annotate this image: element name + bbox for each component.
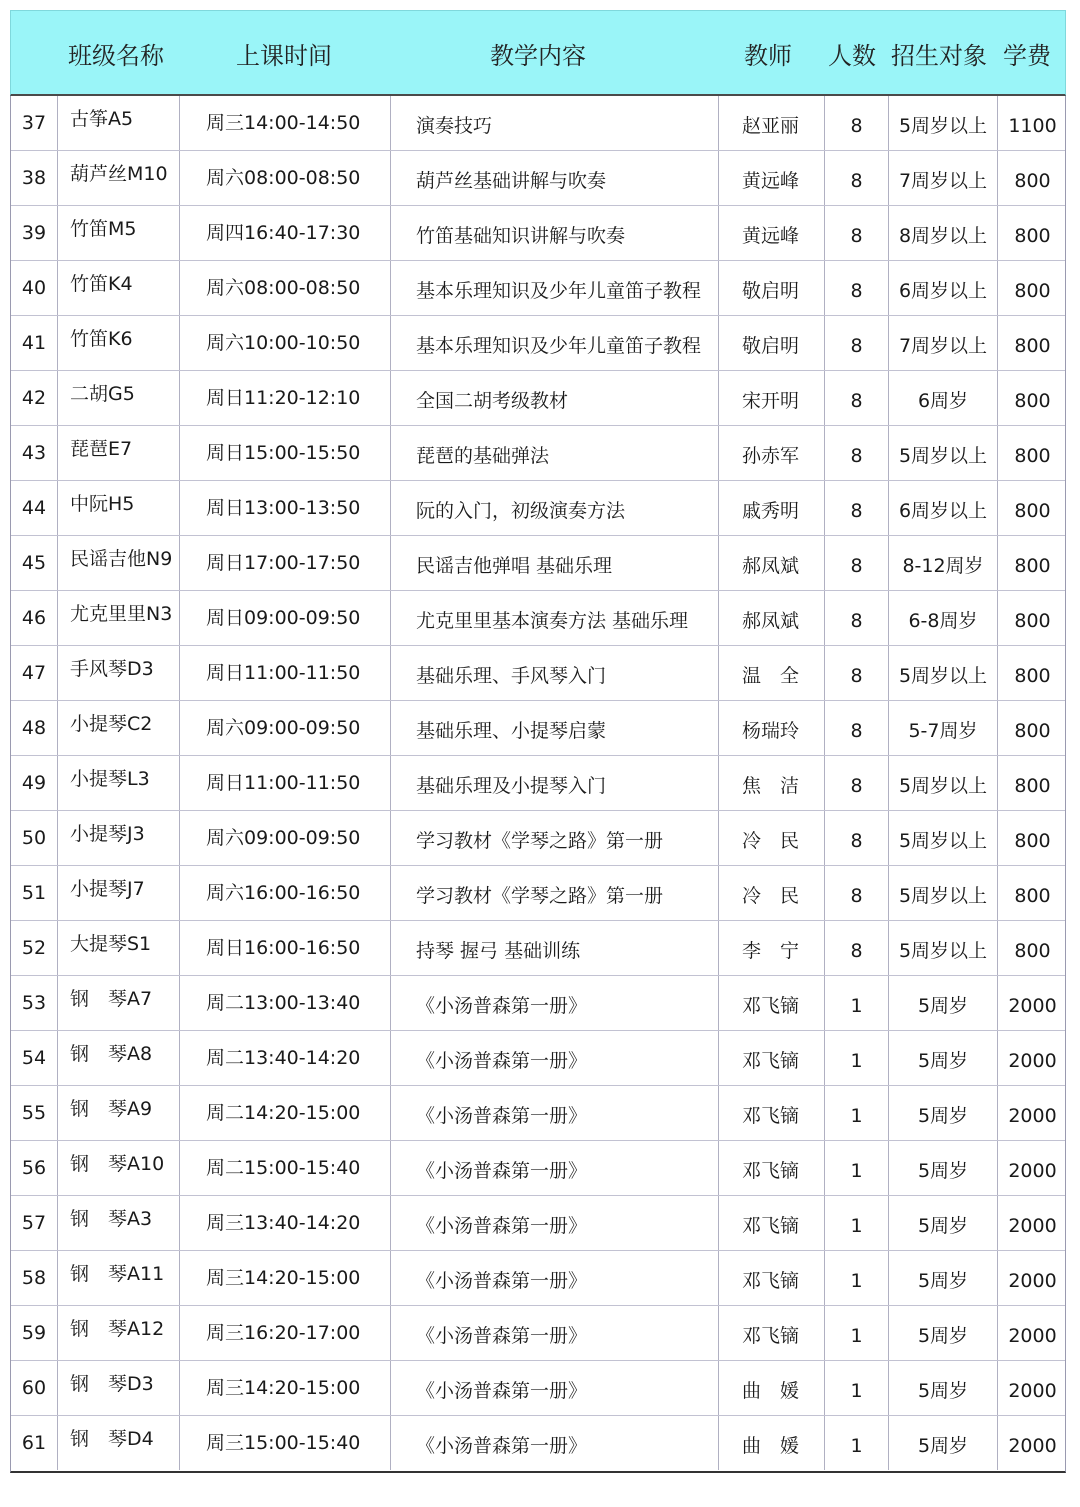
row-number-cell: 44 <box>21 497 47 519</box>
table-row <box>11 316 1065 371</box>
class-time-cell: 周日16:00-16:50 <box>179 921 390 975</box>
student-count-cell: 1 <box>824 1196 888 1250</box>
class-name-cell: 竹笛K4 <box>57 261 179 315</box>
class-name-cell: 尤克里里N3 <box>57 591 179 645</box>
student-count-cell: 8 <box>824 261 888 315</box>
enrollment-target-cell: 5周岁 <box>888 1196 997 1250</box>
student-count-cell: 8 <box>824 701 888 755</box>
student-count-cell: 8 <box>824 151 888 205</box>
class-time-cell: 周三16:20-17:00 <box>179 1306 390 1360</box>
enrollment-target-cell: 5周岁以上 <box>888 921 997 975</box>
tuition-fee-cell: 800 <box>997 371 1067 425</box>
row-number-cell: 51 <box>21 882 47 904</box>
row-number-cell: 52 <box>21 937 47 959</box>
class-name-cell: 大提琴S1 <box>57 921 179 975</box>
row-number-cell: 60 <box>21 1377 47 1399</box>
table-row <box>11 1031 1065 1086</box>
class-time-cell: 周二15:00-15:40 <box>179 1141 390 1195</box>
class-name-cell: 手风琴D3 <box>57 646 179 700</box>
teacher-name-cell: 邓飞镝 <box>718 1196 824 1250</box>
enrollment-target-cell: 7周岁以上 <box>888 151 997 205</box>
class-time-cell: 周日11:20-12:10 <box>179 371 390 425</box>
table-row <box>11 1196 1065 1251</box>
table-row <box>11 96 1065 151</box>
student-count-cell: 8 <box>824 756 888 810</box>
student-count-cell: 1 <box>824 976 888 1030</box>
teaching-content-cell: 《小汤普森第一册》 <box>390 976 718 1030</box>
class-time-cell: 周六09:00-09:50 <box>179 811 390 865</box>
teacher-name-cell: 戚秀明 <box>718 481 824 535</box>
tuition-fee-cell: 2000 <box>997 1031 1067 1085</box>
student-count-cell: 8 <box>824 316 888 370</box>
class-time-cell: 周日11:00-11:50 <box>179 756 390 810</box>
row-number-cell: 43 <box>21 442 47 464</box>
teaching-content-cell: 学习教材《学琴之路》第一册 <box>390 811 718 865</box>
student-count-cell: 1 <box>824 1306 888 1360</box>
student-count-cell: 8 <box>824 371 888 425</box>
student-count-cell: 1 <box>824 1416 888 1470</box>
teacher-name-cell: 邓飞镝 <box>718 1141 824 1195</box>
table-row <box>11 1086 1065 1141</box>
teacher-name-cell: 曲 媛 <box>718 1361 824 1415</box>
class-name-cell: 竹笛K6 <box>57 316 179 370</box>
table-row <box>11 1141 1065 1196</box>
teaching-content-cell: 学习教材《学琴之路》第一册 <box>390 866 718 920</box>
class-name-cell: 葫芦丝M10 <box>57 151 179 205</box>
student-count-cell: 8 <box>824 646 888 700</box>
enrollment-target-cell: 5周岁 <box>888 976 997 1030</box>
enrollment-target-cell: 5周岁 <box>888 1306 997 1360</box>
class-time-cell: 周三13:40-14:20 <box>179 1196 390 1250</box>
teacher-name-cell: 郝凤斌 <box>718 536 824 590</box>
class-name-cell: 钢 琴A3 <box>57 1196 179 1250</box>
enrollment-target-cell: 5周岁以上 <box>888 756 997 810</box>
row-number-cell: 50 <box>21 827 47 849</box>
enrollment-target-cell: 6周岁 <box>888 371 997 425</box>
row-number-cell: 56 <box>21 1157 47 1179</box>
teaching-content-cell: 葫芦丝基础讲解与吹奏 <box>390 151 718 205</box>
enrollment-target-cell: 5周岁 <box>888 1251 997 1305</box>
class-time-cell: 周三14:00-14:50 <box>179 96 390 150</box>
student-count-cell: 8 <box>824 536 888 590</box>
teaching-content-cell: 基础乐理、小提琴启蒙 <box>390 701 718 755</box>
class-name-cell: 古筝A5 <box>57 96 179 150</box>
teacher-name-cell: 杨瑞玲 <box>718 701 824 755</box>
teaching-content-cell: 基本乐理知识及少年儿童笛子教程 <box>390 316 718 370</box>
row-number-cell: 40 <box>21 277 47 299</box>
teaching-content-cell: 《小汤普森第一册》 <box>390 1306 718 1360</box>
class-time-cell: 周六10:00-10:50 <box>179 316 390 370</box>
class-time-cell: 周日09:00-09:50 <box>179 591 390 645</box>
table-row <box>11 426 1065 481</box>
tuition-fee-cell: 2000 <box>997 1251 1067 1305</box>
student-count-cell: 1 <box>824 1251 888 1305</box>
tuition-fee-cell: 2000 <box>997 1141 1067 1195</box>
row-number-cell: 53 <box>21 992 47 1014</box>
teacher-name-cell: 李 宁 <box>718 921 824 975</box>
teacher-name-cell: 敬启明 <box>718 316 824 370</box>
class-time-cell: 周二13:40-14:20 <box>179 1031 390 1085</box>
table-row <box>11 756 1065 811</box>
row-number-cell: 49 <box>21 772 47 794</box>
class-name-cell: 琵琶E7 <box>57 426 179 480</box>
header-tuition-fee: 学费 <box>1003 42 1051 70</box>
class-name-cell: 钢 琴D3 <box>57 1361 179 1415</box>
teaching-content-cell: 民谣吉他弹唱 基础乐理 <box>390 536 718 590</box>
tuition-fee-cell: 2000 <box>997 1196 1067 1250</box>
teacher-name-cell: 黄远峰 <box>718 151 824 205</box>
student-count-cell: 8 <box>824 921 888 975</box>
header-class-name: 班级名称 <box>68 42 164 70</box>
row-number-cell: 46 <box>21 607 47 629</box>
tuition-fee-cell: 800 <box>997 316 1067 370</box>
tuition-fee-cell: 800 <box>997 866 1067 920</box>
class-time-cell: 周二14:20-15:00 <box>179 1086 390 1140</box>
teaching-content-cell: 《小汤普森第一册》 <box>390 1141 718 1195</box>
table-row <box>11 206 1065 261</box>
class-name-cell: 二胡G5 <box>57 371 179 425</box>
row-number-cell: 41 <box>21 332 47 354</box>
enrollment-target-cell: 5周岁 <box>888 1031 997 1085</box>
class-time-cell: 周日15:00-15:50 <box>179 426 390 480</box>
class-time-cell: 周四16:40-17:30 <box>179 206 390 260</box>
teacher-name-cell: 冷 民 <box>718 811 824 865</box>
student-count-cell: 1 <box>824 1086 888 1140</box>
class-time-cell: 周六09:00-09:50 <box>179 701 390 755</box>
class-name-cell: 钢 琴A7 <box>57 976 179 1030</box>
header-class-time: 上课时间 <box>236 42 332 70</box>
student-count-cell: 8 <box>824 591 888 645</box>
table-row <box>11 976 1065 1031</box>
student-count-cell: 8 <box>824 866 888 920</box>
teacher-name-cell: 焦 洁 <box>718 756 824 810</box>
tuition-fee-cell: 2000 <box>997 1361 1067 1415</box>
enrollment-target-cell: 5周岁以上 <box>888 426 997 480</box>
student-count-cell: 8 <box>824 96 888 150</box>
teaching-content-cell: 《小汤普森第一册》 <box>390 1031 718 1085</box>
teaching-content-cell: 琵琶的基础弹法 <box>390 426 718 480</box>
class-schedule-table <box>10 10 1066 1473</box>
row-number-cell: 58 <box>21 1267 47 1289</box>
teaching-content-cell: 阮的入门，初级演奏方法 <box>390 481 718 535</box>
student-count-cell: 8 <box>824 811 888 865</box>
tuition-fee-cell: 800 <box>997 701 1067 755</box>
table-row <box>11 591 1065 646</box>
enrollment-target-cell: 7周岁以上 <box>888 316 997 370</box>
row-number-cell: 55 <box>21 1102 47 1124</box>
teaching-content-cell: 基本乐理知识及少年儿童笛子教程 <box>390 261 718 315</box>
table-row <box>11 151 1065 206</box>
enrollment-target-cell: 5周岁 <box>888 1086 997 1140</box>
teacher-name-cell: 敬启明 <box>718 261 824 315</box>
teaching-content-cell: 基础乐理及小提琴入门 <box>390 756 718 810</box>
teacher-name-cell: 邓飞镝 <box>718 1031 824 1085</box>
table-row <box>11 536 1065 591</box>
class-time-cell: 周六08:00-08:50 <box>179 261 390 315</box>
student-count-cell: 8 <box>824 426 888 480</box>
class-name-cell: 小提琴J3 <box>57 811 179 865</box>
enrollment-target-cell: 5周岁 <box>888 1416 997 1470</box>
class-time-cell: 周三14:20-15:00 <box>179 1361 390 1415</box>
tuition-fee-cell: 2000 <box>997 1416 1067 1470</box>
tuition-fee-cell: 2000 <box>997 976 1067 1030</box>
table-row <box>11 371 1065 426</box>
tuition-fee-cell: 800 <box>997 591 1067 645</box>
tuition-fee-cell: 800 <box>997 756 1067 810</box>
class-time-cell: 周日11:00-11:50 <box>179 646 390 700</box>
row-number-cell: 61 <box>21 1432 47 1454</box>
teaching-content-cell: 持琴 握弓 基础训练 <box>390 921 718 975</box>
teacher-name-cell: 邓飞镝 <box>718 1306 824 1360</box>
class-name-cell: 钢 琴A11 <box>57 1251 179 1305</box>
row-number-cell: 39 <box>21 222 47 244</box>
table-row <box>11 1361 1065 1416</box>
teacher-name-cell: 孙赤军 <box>718 426 824 480</box>
tuition-fee-cell: 800 <box>997 646 1067 700</box>
tuition-fee-cell: 800 <box>997 426 1067 480</box>
student-count-cell: 8 <box>824 481 888 535</box>
class-name-cell: 竹笛M5 <box>57 206 179 260</box>
enrollment-target-cell: 5周岁 <box>888 1141 997 1195</box>
row-number-cell: 48 <box>21 717 47 739</box>
header-teacher: 教师 <box>744 42 792 70</box>
class-name-cell: 民谣吉他N9 <box>57 536 179 590</box>
teaching-content-cell: 《小汤普森第一册》 <box>390 1086 718 1140</box>
class-name-cell: 小提琴C2 <box>57 701 179 755</box>
enrollment-target-cell: 8周岁以上 <box>888 206 997 260</box>
teaching-content-cell: 演奏技巧 <box>390 96 718 150</box>
class-time-cell: 周三14:20-15:00 <box>179 1251 390 1305</box>
enrollment-target-cell: 5周岁以上 <box>888 96 997 150</box>
class-name-cell: 小提琴J7 <box>57 866 179 920</box>
row-number-cell: 59 <box>21 1322 47 1344</box>
teacher-name-cell: 温 全 <box>718 646 824 700</box>
class-time-cell: 周六08:00-08:50 <box>179 151 390 205</box>
table-row <box>11 1251 1065 1306</box>
tuition-fee-cell: 2000 <box>997 1306 1067 1360</box>
class-name-cell: 钢 琴A9 <box>57 1086 179 1140</box>
header-enrollment-target: 招生对象 <box>891 42 987 70</box>
table-row <box>11 811 1065 866</box>
enrollment-target-cell: 6周岁以上 <box>888 481 997 535</box>
enrollment-target-cell: 5-7周岁 <box>888 701 997 755</box>
tuition-fee-cell: 800 <box>997 206 1067 260</box>
teaching-content-cell: 基础乐理、手风琴入门 <box>390 646 718 700</box>
class-time-cell: 周日13:00-13:50 <box>179 481 390 535</box>
class-name-cell: 钢 琴A8 <box>57 1031 179 1085</box>
teaching-content-cell: 尤克里里基本演奏方法 基础乐理 <box>390 591 718 645</box>
class-time-cell: 周日17:00-17:50 <box>179 536 390 590</box>
student-count-cell: 1 <box>824 1141 888 1195</box>
teacher-name-cell: 曲 媛 <box>718 1416 824 1470</box>
teaching-content-cell: 《小汤普森第一册》 <box>390 1196 718 1250</box>
class-name-cell: 钢 琴A12 <box>57 1306 179 1360</box>
class-name-cell: 钢 琴A10 <box>57 1141 179 1195</box>
table-row <box>11 866 1065 921</box>
teacher-name-cell: 黄远峰 <box>718 206 824 260</box>
enrollment-target-cell: 5周岁 <box>888 1361 997 1415</box>
tuition-fee-cell: 800 <box>997 811 1067 865</box>
class-name-cell: 钢 琴D4 <box>57 1416 179 1470</box>
enrollment-target-cell: 5周岁以上 <box>888 811 997 865</box>
row-number-cell: 45 <box>21 552 47 574</box>
enrollment-target-cell: 5周岁以上 <box>888 866 997 920</box>
row-number-cell: 38 <box>21 167 47 189</box>
tuition-fee-cell: 800 <box>997 261 1067 315</box>
teaching-content-cell: 《小汤普森第一册》 <box>390 1416 718 1470</box>
table-row <box>11 261 1065 316</box>
table-row <box>11 1306 1065 1361</box>
teacher-name-cell: 宋开明 <box>718 371 824 425</box>
table-body <box>10 96 1066 1473</box>
row-number-cell: 42 <box>21 387 47 409</box>
table-header-row <box>10 10 1066 96</box>
enrollment-target-cell: 6周岁以上 <box>888 261 997 315</box>
row-number-cell: 47 <box>21 662 47 684</box>
teaching-content-cell: 竹笛基础知识讲解与吹奏 <box>390 206 718 260</box>
row-number-cell: 57 <box>21 1212 47 1234</box>
tuition-fee-cell: 800 <box>997 481 1067 535</box>
teacher-name-cell: 冷 民 <box>718 866 824 920</box>
table-row <box>11 646 1065 701</box>
teaching-content-cell: 全国二胡考级教材 <box>390 371 718 425</box>
student-count-cell: 1 <box>824 1031 888 1085</box>
row-number-cell: 37 <box>21 112 47 134</box>
student-count-cell: 8 <box>824 206 888 260</box>
class-time-cell: 周三15:00-15:40 <box>179 1416 390 1470</box>
class-name-cell: 中阮H5 <box>57 481 179 535</box>
tuition-fee-cell: 800 <box>997 151 1067 205</box>
teacher-name-cell: 郝凤斌 <box>718 591 824 645</box>
tuition-fee-cell: 1100 <box>997 96 1067 150</box>
table-row <box>11 1416 1065 1471</box>
class-name-cell: 小提琴L3 <box>57 756 179 810</box>
tuition-fee-cell: 2000 <box>997 1086 1067 1140</box>
enrollment-target-cell: 8-12周岁 <box>888 536 997 590</box>
teacher-name-cell: 邓飞镝 <box>718 1251 824 1305</box>
enrollment-target-cell: 6-8周岁 <box>888 591 997 645</box>
teaching-content-cell: 《小汤普森第一册》 <box>390 1361 718 1415</box>
row-number-cell: 54 <box>21 1047 47 1069</box>
header-teaching-content: 教学内容 <box>490 42 586 70</box>
tuition-fee-cell: 800 <box>997 921 1067 975</box>
teacher-name-cell: 赵亚丽 <box>718 96 824 150</box>
table-row <box>11 481 1065 536</box>
teaching-content-cell: 《小汤普森第一册》 <box>390 1251 718 1305</box>
table-row <box>11 701 1065 756</box>
teacher-name-cell: 邓飞镝 <box>718 1086 824 1140</box>
student-count-cell: 1 <box>824 1361 888 1415</box>
class-time-cell: 周六16:00-16:50 <box>179 866 390 920</box>
table-row <box>11 921 1065 976</box>
header-student-count: 人数 <box>828 42 876 70</box>
enrollment-target-cell: 5周岁以上 <box>888 646 997 700</box>
tuition-fee-cell: 800 <box>997 536 1067 590</box>
teacher-name-cell: 邓飞镝 <box>718 976 824 1030</box>
class-time-cell: 周二13:00-13:40 <box>179 976 390 1030</box>
